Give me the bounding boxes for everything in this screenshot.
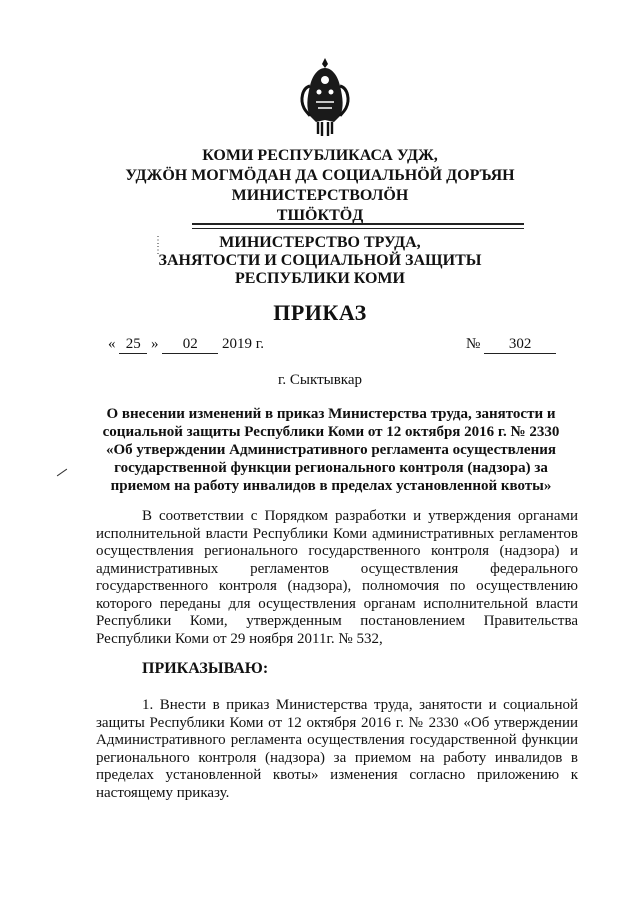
item-1-text: 1. Внести в приказ Министерства труда, занятости и социальной защиты Республики Коми от 12 октября 2016 г. № 2330 «Об утверждении Административного регламента осуществления государственной функции регионального контроля (надзора) за приемом на работу инвалидов в пределах установленной квоты» изменения согласно приложению к настоящему приказу.	[96, 697, 578, 801]
date-quote-open: «	[108, 336, 116, 352]
date-day: 25	[119, 336, 147, 354]
document-date	[108, 336, 264, 354]
subject-line: «Об утверждении Административного регламента осуществления	[105, 442, 556, 458]
item-1-paragraph	[96, 697, 578, 802]
header-komi-line: КОМИ РЕСПУБЛИКАСА УДЖ,	[202, 147, 438, 164]
number-label: №	[466, 336, 481, 352]
header-divider-thin	[192, 228, 524, 229]
header-komi-line: УДЖӦН МОГМӦДАН ДА СОЦИАЛЬНӦЙ ДОРЪЯН	[125, 167, 515, 184]
preamble-paragraph	[96, 508, 578, 648]
komi-coat-of-arms-icon	[298, 56, 352, 138]
header-ministry-line: МИНИСТЕРСТВО ТРУДА,	[219, 234, 421, 251]
date-quote-close: »	[151, 336, 159, 352]
document-title: ПРИКАЗ	[273, 300, 367, 325]
header-ministry-line: РЕСПУБЛИКИ КОМИ	[235, 270, 405, 287]
margin-stroke	[57, 469, 67, 477]
document-city: г. Сыктывкар	[277, 372, 363, 388]
preamble-text: В соответствии с Порядком разработки и утверждения органами исполнительной власти Республики Коми административных регламентов осуществления регионального государственного контроля (надзора) и административных регламентов осуществления федерального государственного контроля (надзора), полномочия по осуществлению которого переданы для осуществления органам исполнительной власти Республики Коми, утвержденным постановлением Правительства Республики Коми от 29 ноября 2011г. № 532,	[96, 508, 578, 647]
subject-line: социальной защиты Республики Коми от 12 октября 2016 г. № 2330	[102, 424, 560, 440]
document-number	[466, 336, 556, 354]
number-value: 302	[484, 336, 556, 354]
date-month: 02	[162, 336, 218, 354]
header-komi-line: ТШӦКТӦД	[276, 207, 364, 224]
order-heading: ПРИКАЗЫВАЮ:	[142, 660, 269, 677]
margin-mark: ⋮ ⋮	[153, 235, 163, 256]
header-komi-line: МИНИСТЕРСТВОЛӦН	[231, 187, 409, 204]
header-komi	[0, 146, 640, 226]
subject-line: государственной функции регионального контроля (надзора) за	[114, 460, 548, 476]
document-subject	[96, 405, 566, 495]
subject-line: приемом на работу инвалидов в пределах установленной квоты»	[110, 478, 552, 494]
subject-line: О внесении изменений в приказ Министерства труда, занятости и	[106, 406, 556, 422]
date-year: 2019 г.	[222, 336, 264, 352]
header-ministry	[0, 234, 640, 288]
header-ministry-line: ЗАНЯТОСТИ И СОЦИАЛЬНОЙ ЗАЩИТЫ	[158, 252, 482, 269]
header-divider-thick	[192, 223, 524, 225]
